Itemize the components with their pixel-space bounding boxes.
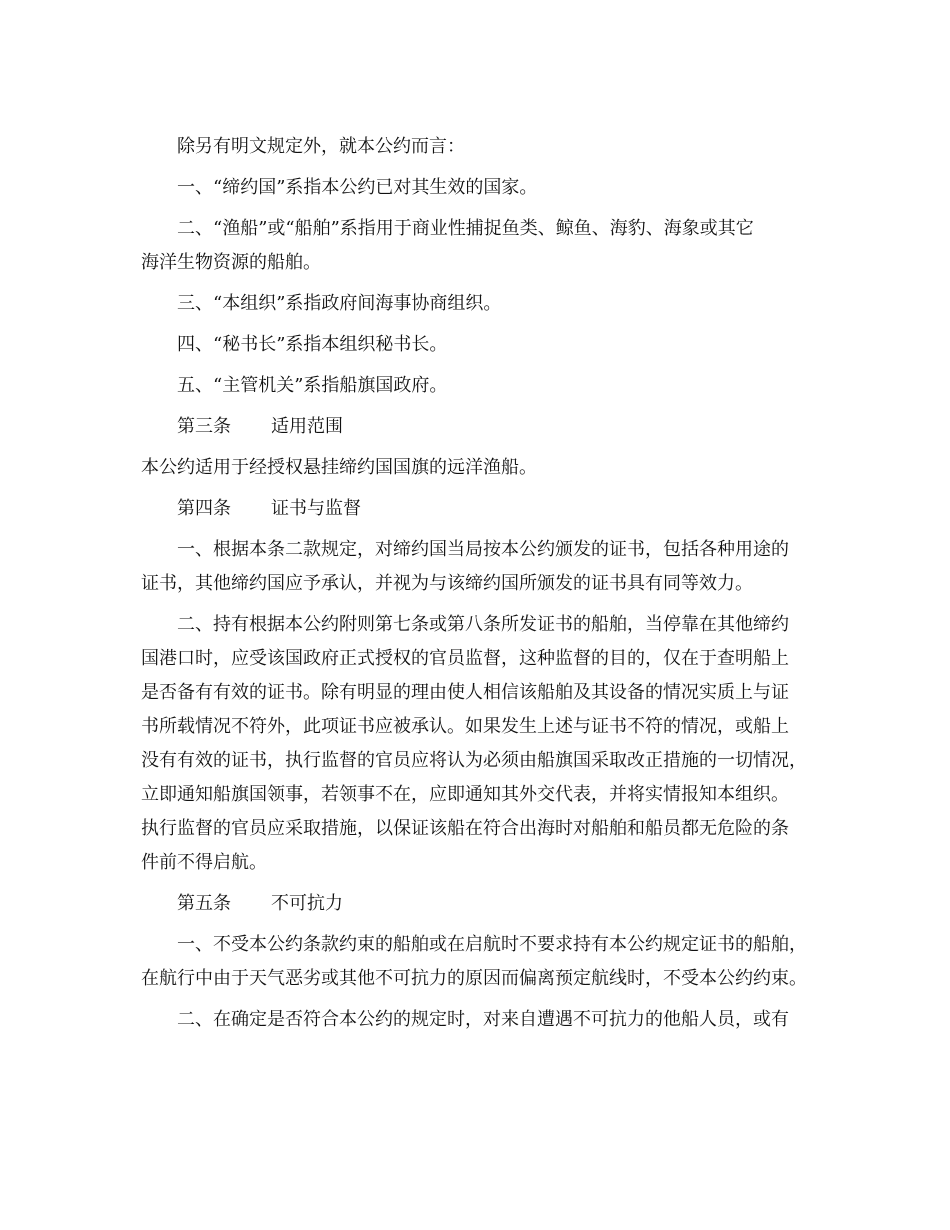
paragraph-line: 是否备有有效的证书。除有明显的理由使人相信该船舶及其设备的情况实质上与证 — [141, 682, 789, 703]
article-3-text: 本公约适用于经授权悬挂缔约国国旗的远洋渔船。 — [141, 457, 537, 478]
definition-fishing-vessel — [141, 212, 821, 280]
article-title: 适用范围 — [271, 416, 343, 437]
paragraph-line: 二、“渔船”或“船舶”系指用于商业性捕捉鱼类、鲸鱼、海豹、海象或其它 — [177, 218, 754, 239]
article-5-clause-2: 二、在确定是否符合本公约的规定时，对来自遭遇不可抗力的他船人员，或有 — [177, 1009, 789, 1030]
article-4-clause-2 — [141, 608, 821, 880]
article-number: 第三条 — [177, 416, 231, 437]
article-heading-4 — [141, 492, 821, 526]
article-5-clause-1 — [141, 928, 821, 996]
article-heading-3 — [141, 410, 821, 444]
paragraph-line: 件前不得启航。 — [141, 852, 267, 873]
definition-contracting-state: 一、“缔约国”系指本公约已对其生效的国家。 — [177, 177, 538, 198]
definition-organization: 三、“本组织”系指政府间海事协商组织。 — [177, 293, 502, 314]
paragraph-line: 书所载情况不符外，此项证书应被承认。如果发生上述与证书不符的情况，或船上 — [141, 716, 789, 737]
paragraph-line: 立即通知船旗国领事，若领事不在，应即通知其外交代表，并将实情报知本组织。 — [141, 784, 789, 805]
paragraph-line: 一、根据本条二款规定，对缔约国当局按本公约颁发的证书，包括各种用途的 — [177, 539, 789, 560]
paragraph-line: 在航行中由于天气恶劣或其他不可抗力的原因而偏离预定航线时，不受本公约约束。 — [141, 968, 807, 989]
article-heading-5 — [141, 887, 821, 921]
paragraph-line: 海洋生物资源的船舶。 — [141, 252, 321, 273]
article-number: 第五条 — [177, 893, 231, 914]
article-4-clause-1 — [141, 533, 821, 601]
definition-administration: 五、“主管机关”系指船旗国政府。 — [177, 375, 448, 396]
document-body — [141, 130, 821, 1037]
paragraph-line: 国港口时，应受该国政府正式授权的官员监督，这种监督的目的，仅在于查明船上 — [141, 648, 789, 669]
paragraph-line: 没有有效的证书，执行监督的官员应将认为必须由船旗国采取改正措施的一切情况， — [141, 750, 807, 771]
paragraph-line: 一、不受本公约条款约束的船舶或在启航时不要求持有本公约规定证书的船舶， — [177, 934, 807, 955]
paragraph-line: 执行监督的官员应采取措施，以保证该船在符合出海时对船舶和船员都无危险的条 — [141, 818, 789, 839]
article-title: 不可抗力 — [271, 893, 343, 914]
definition-secretary-general: 四、“秘书长”系指本组织秘书长。 — [177, 334, 448, 355]
paragraph-line: 二、持有根据本公约附则第七条或第八条所发证书的船舶，当停靠在其他缔约 — [177, 614, 789, 635]
article-title: 证书与监督 — [271, 498, 361, 519]
paragraph-line: 证书，其他缔约国应予承认，并视为与该缔约国所颁发的证书具有同等效力。 — [141, 573, 753, 594]
paragraph-intro: 除另有明文规定外，就本公约而言： — [177, 136, 465, 157]
article-number: 第四条 — [177, 498, 231, 519]
